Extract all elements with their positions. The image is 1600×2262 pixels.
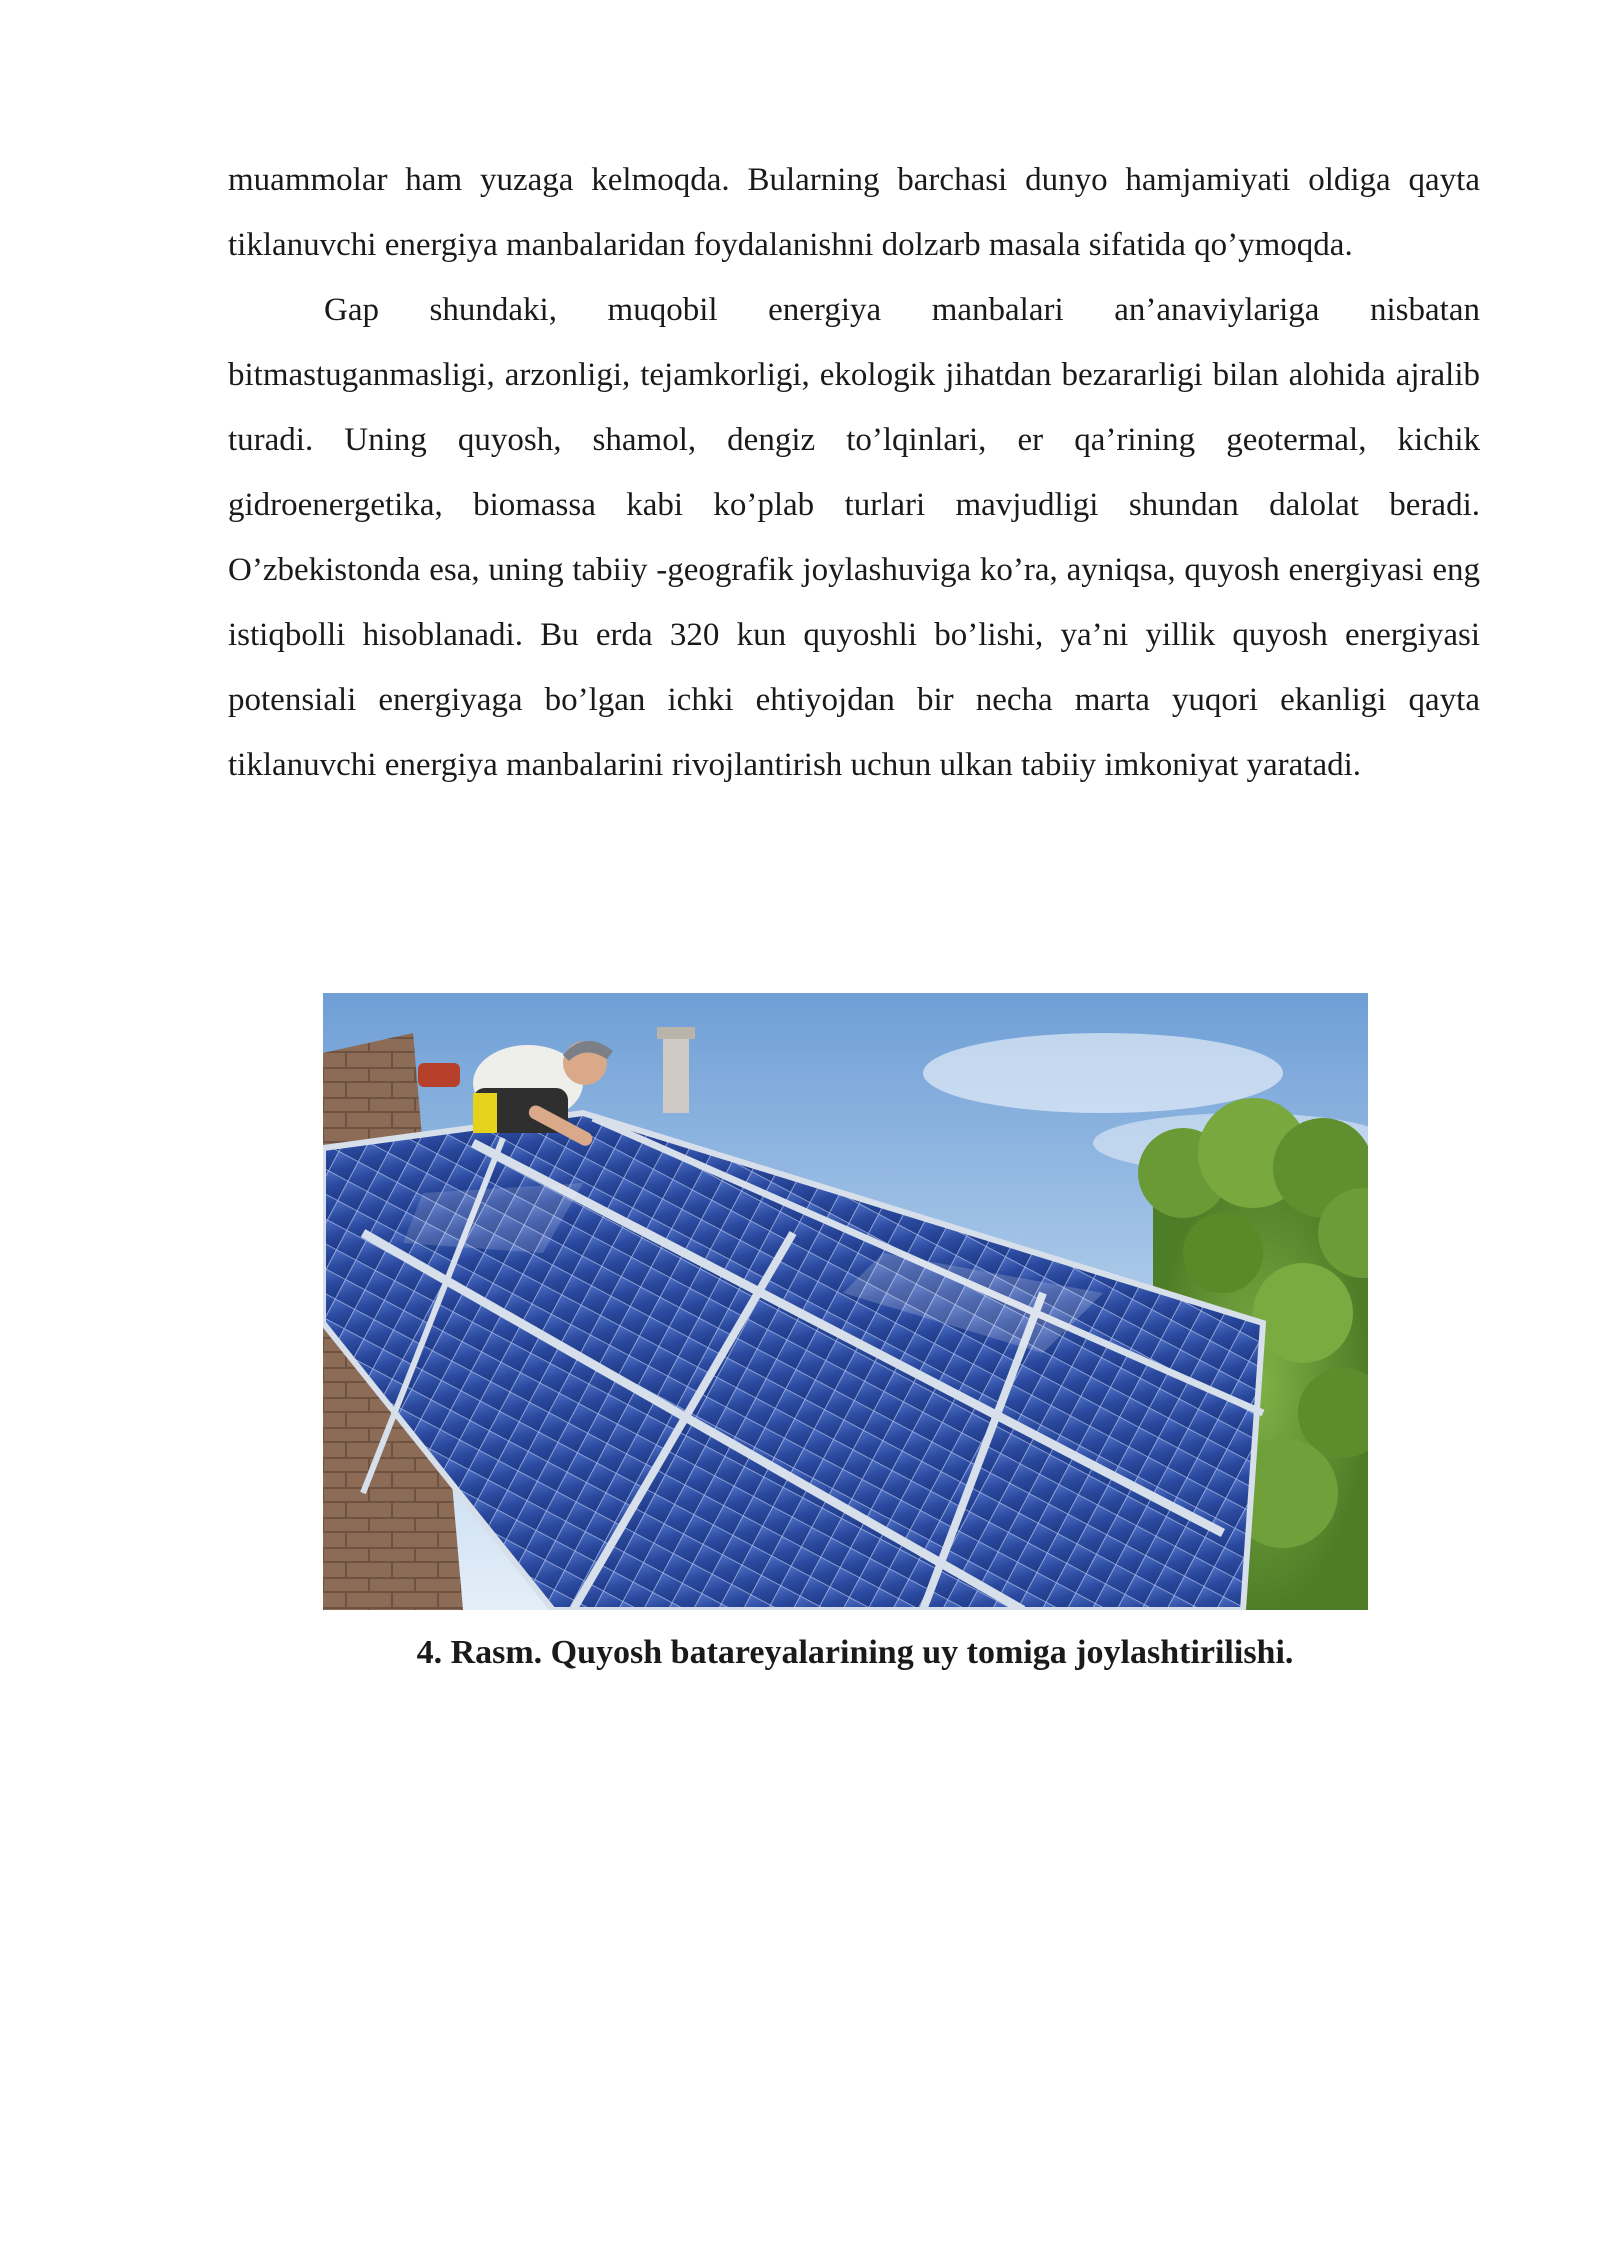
paragraph-2: Gap shundaki, muqobil energiya manbalari an’anaviylariga nisbatan bitmastuganmasligi, arzonligi, tejamkorligi, ekologik jihatdan bezararligi bilan alohida ajralib turadi. Uning quyosh, shamol, dengiz to’lqinlari, er qa’rining geotermal, kichik gidroenergetika, biomassa kabi ko’plab turlari mavjudligi shundan dalolat beradi. O’zbekistonda esa, uning tabiiy -geografik joylashuviga ko’ra, ayniqsa, quyosh energiyasi eng istiqbolli hisoblanadi. Bu erda 320 kun quyoshli bo’lishi, ya’ni yillik quyosh energiyasi potensiali energiyaga bo’lgan ichki ehtiyojdan bir necha marta yuqori ekanligi qayta tiklanuvchi energiya manbalarini rivojlantirish uchun ulkan tabiiy imkoniyat yaratadi. [228,292,1480,783]
solar-roof-illustration [323,993,1368,1610]
body-text [228,148,1480,798]
paragraph-1: muammolar ham yuzaga kelmoqda. Bularning barchasi dunyo hamjamiyati oldiga qayta tiklanuvchi energiya manbalaridan foydalanishni dolzarb masala sifatida qo’ymoqda. [228,162,1480,263]
figure-caption: 4. Rasm. Quyosh batareyalarining uy tomiga joylashtirilishi. [416,1634,1294,1671]
figure-solar-panels-photo [323,993,1368,1610]
chimney [663,1033,689,1113]
